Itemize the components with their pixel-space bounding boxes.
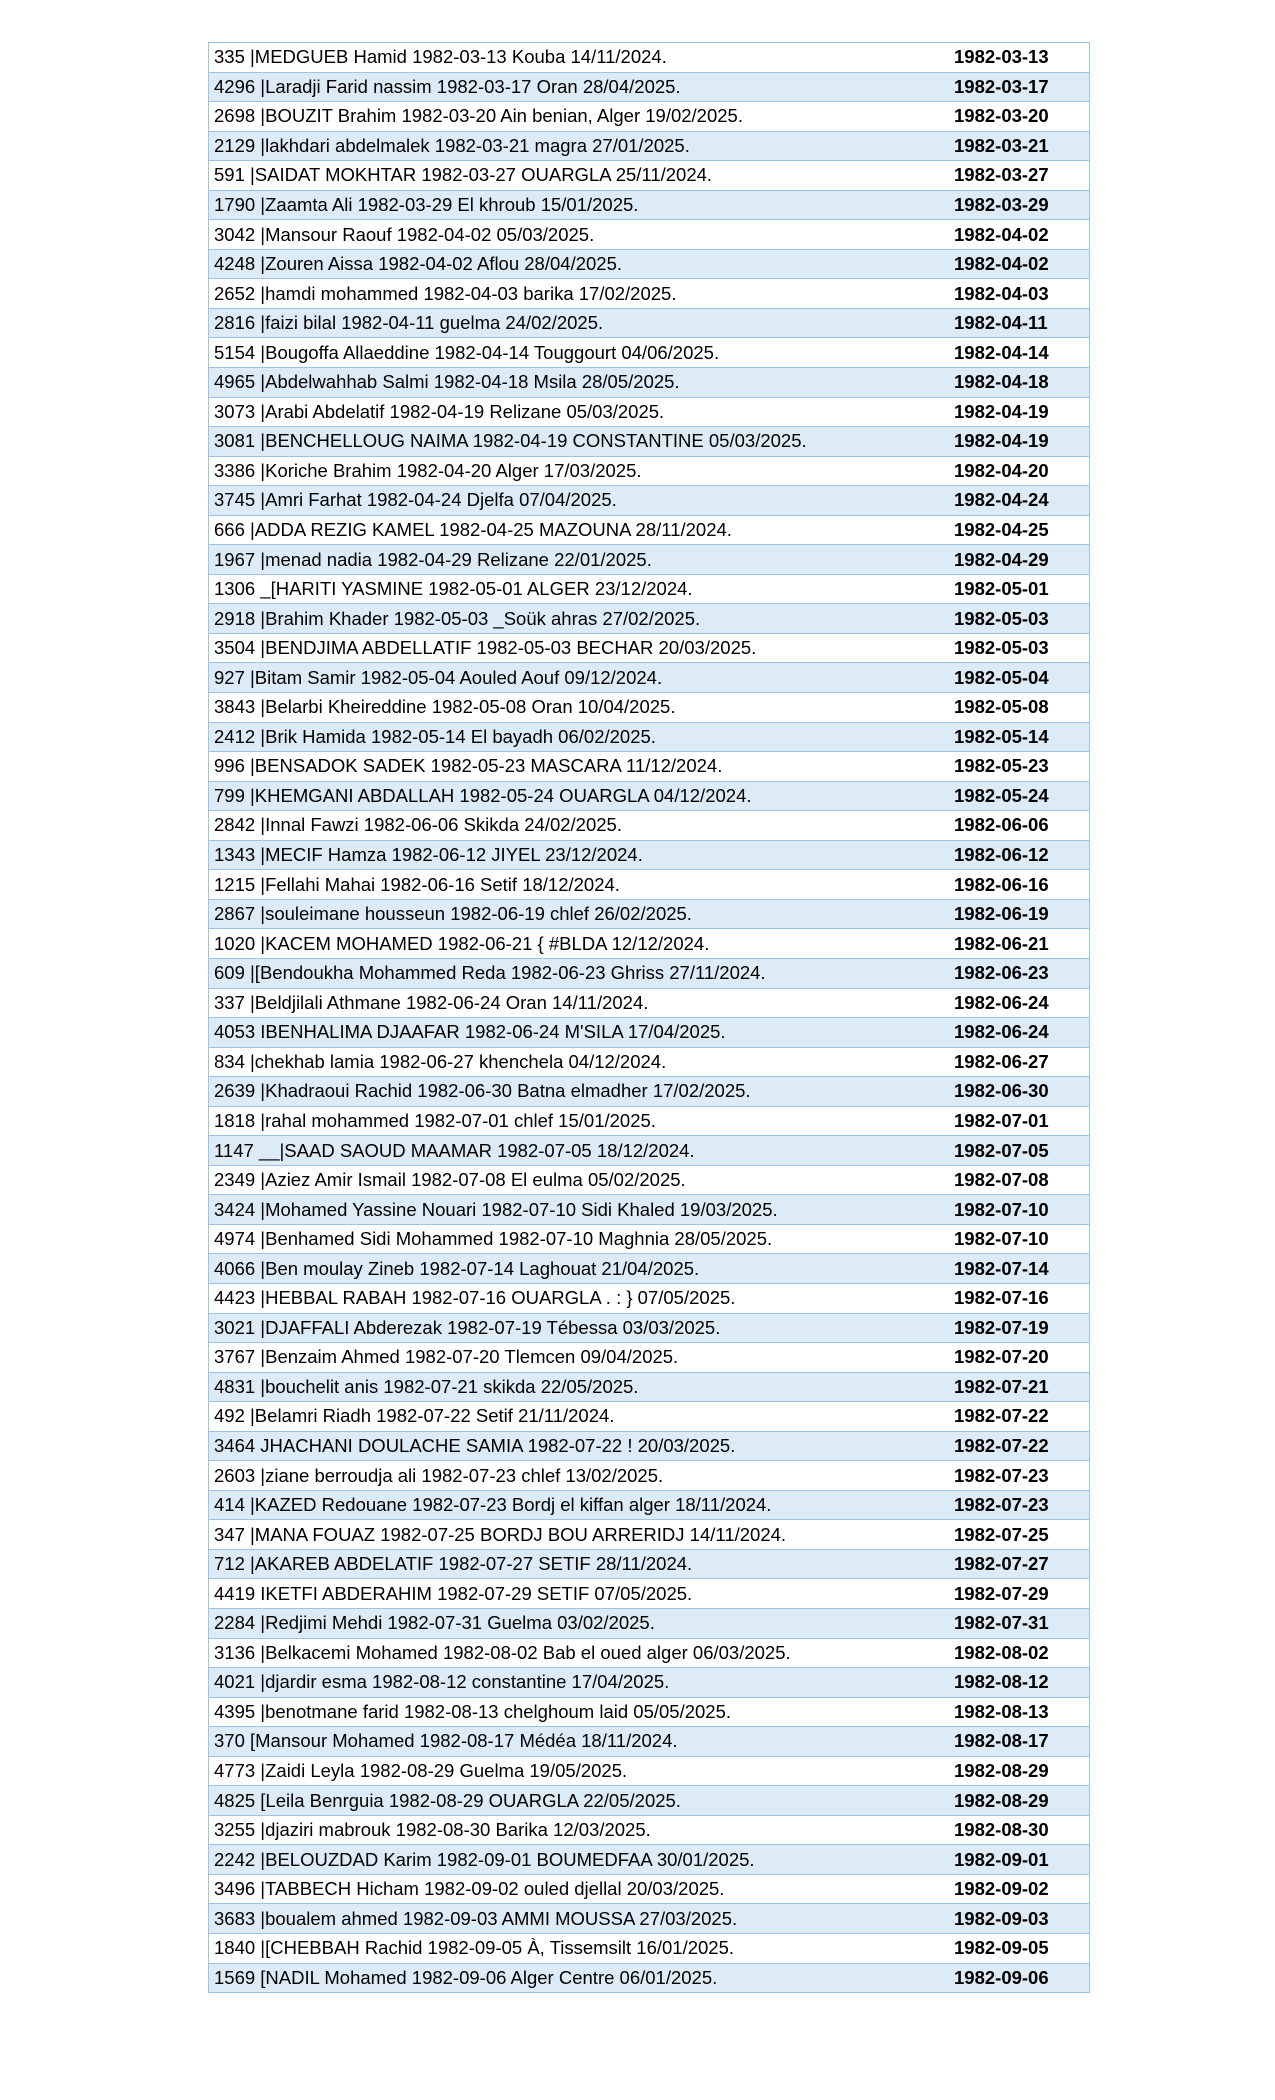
birth-date-cell: 1982-09-03 bbox=[954, 1907, 1049, 1929]
record-entry-cell: 4248 |Zouren Aissa 1982-04-02 Aflou 28/04/2025. bbox=[214, 253, 623, 275]
birth-date-cell: 1982-05-24 bbox=[954, 784, 1049, 806]
table-row bbox=[209, 959, 1089, 989]
record-entry-cell: 2918 |Brahim Khader 1982-05-03 _Soük ahras 27/02/2025. bbox=[214, 607, 701, 629]
birth-date-cell: 1982-04-25 bbox=[954, 519, 1049, 541]
birth-date-cell: 1982-07-14 bbox=[954, 1257, 1049, 1279]
birth-date-cell: 1982-05-23 bbox=[954, 755, 1049, 777]
records-table bbox=[208, 42, 1090, 1993]
birth-date-cell: 1982-04-02 bbox=[954, 223, 1049, 245]
birth-date-cell: 1982-08-02 bbox=[954, 1641, 1049, 1663]
table-row bbox=[209, 545, 1089, 575]
table-row bbox=[209, 1166, 1089, 1196]
table-row bbox=[209, 1757, 1089, 1787]
table-row bbox=[209, 989, 1089, 1019]
table-row bbox=[209, 1550, 1089, 1580]
record-entry-cell: 335 |MEDGUEB Hamid 1982-03-13 Kouba 14/11/2024. bbox=[214, 46, 667, 68]
record-entry-cell: 1215 |Fellahi Mahai 1982-06-16 Setif 18/12/2024. bbox=[214, 873, 620, 895]
table-row bbox=[209, 782, 1089, 812]
table-row bbox=[209, 575, 1089, 605]
birth-date-cell: 1982-06-21 bbox=[954, 932, 1049, 954]
birth-date-cell: 1982-07-19 bbox=[954, 1316, 1049, 1338]
record-entry-cell: 927 |Bitam Samir 1982-05-04 Aouled Aouf 09/12/2024. bbox=[214, 666, 663, 688]
birth-date-cell: 1982-06-12 bbox=[954, 844, 1049, 866]
table-row bbox=[209, 870, 1089, 900]
record-entry-cell: 1967 |menad nadia 1982-04-29 Relizane 22/01/2025. bbox=[214, 548, 652, 570]
table-row bbox=[209, 102, 1089, 132]
birth-date-cell: 1982-04-20 bbox=[954, 459, 1049, 481]
table-row bbox=[209, 1402, 1089, 1432]
birth-date-cell: 1982-08-12 bbox=[954, 1671, 1049, 1693]
record-entry-cell: 2816 |faizi bilal 1982-04-11 guelma 24/02/2025. bbox=[214, 312, 604, 334]
table-row bbox=[209, 1845, 1089, 1875]
table-row bbox=[209, 1639, 1089, 1669]
birth-date-cell: 1982-08-29 bbox=[954, 1759, 1049, 1781]
record-entry-cell: 4053 IBENHALIMA DJAAFAR 1982-06-24 M'SILA 17/04/2025. bbox=[214, 1021, 726, 1043]
table-row bbox=[209, 220, 1089, 250]
record-entry-cell: 492 |Belamri Riadh 1982-07-22 Setif 21/11/2024. bbox=[214, 1405, 615, 1427]
birth-date-cell: 1982-06-24 bbox=[954, 991, 1049, 1013]
table-row bbox=[209, 1225, 1089, 1255]
record-entry-cell: 1147 __|SAAD SAOUD MAAMAR 1982-07-05 18/12/2024. bbox=[214, 1139, 695, 1161]
birth-date-cell: 1982-07-25 bbox=[954, 1523, 1049, 1545]
table-row bbox=[209, 457, 1089, 487]
birth-date-cell: 1982-04-19 bbox=[954, 400, 1049, 422]
birth-date-cell: 1982-05-01 bbox=[954, 578, 1049, 600]
record-entry-cell: 2603 |ziane berroudja ali 1982-07-23 chlef 13/02/2025. bbox=[214, 1464, 664, 1486]
table-row bbox=[209, 486, 1089, 516]
birth-date-cell: 1982-09-06 bbox=[954, 1966, 1049, 1988]
birth-date-cell: 1982-07-29 bbox=[954, 1582, 1049, 1604]
birth-date-cell: 1982-04-29 bbox=[954, 548, 1049, 570]
birth-date-cell: 1982-04-24 bbox=[954, 489, 1049, 511]
table-row bbox=[209, 604, 1089, 634]
record-entry-cell: 1818 |rahal mohammed 1982-07-01 chlef 15/01/2025. bbox=[214, 1109, 656, 1131]
record-entry-cell: 4423 |HEBBAL RABAH 1982-07-16 OUARGLA . : } 07/05/2025. bbox=[214, 1287, 736, 1309]
birth-date-cell: 1982-07-22 bbox=[954, 1434, 1049, 1456]
record-entry-cell: 4419 IKETFI ABDERAHIM 1982-07-29 SETIF 07/05/2025. bbox=[214, 1582, 693, 1604]
record-entry-cell: 2842 |Innal Fawzi 1982-06-06 Skikda 24/02/2025. bbox=[214, 814, 622, 836]
birth-date-cell: 1982-05-08 bbox=[954, 696, 1049, 718]
record-entry-cell: 3504 |BENDJIMA ABDELLATIF 1982-05-03 BECHAR 20/03/2025. bbox=[214, 637, 757, 659]
record-entry-cell: 4974 |Benhamed Sidi Mohammed 1982-07-10 Maghnia 28/05/2025. bbox=[214, 1228, 773, 1250]
birth-date-cell: 1982-09-01 bbox=[954, 1848, 1049, 1870]
table-row bbox=[209, 1904, 1089, 1934]
record-entry-cell: 4296 |Laradji Farid nassim 1982-03-17 Oran 28/04/2025. bbox=[214, 75, 681, 97]
table-row bbox=[209, 752, 1089, 782]
record-entry-cell: 2412 |Brik Hamida 1982-05-14 El bayadh 06/02/2025. bbox=[214, 725, 656, 747]
table-row bbox=[209, 1136, 1089, 1166]
table-row bbox=[209, 279, 1089, 309]
record-entry-cell: 609 |[Bendoukha Mohammed Reda 1982-06-23 Ghriss 27/11/2024. bbox=[214, 962, 766, 984]
birth-date-cell: 1982-06-27 bbox=[954, 1050, 1049, 1072]
birth-date-cell: 1982-03-20 bbox=[954, 105, 1049, 127]
birth-date-cell: 1982-08-29 bbox=[954, 1789, 1049, 1811]
record-entry-cell: 347 |MANA FOUAZ 1982-07-25 BORDJ BOU ARRERIDJ 14/11/2024. bbox=[214, 1523, 787, 1545]
table-row bbox=[209, 1077, 1089, 1107]
record-entry-cell: 5154 |Bougoffa Allaeddine 1982-04-14 Touggourt 04/06/2025. bbox=[214, 341, 720, 363]
birth-date-cell: 1982-06-24 bbox=[954, 1021, 1049, 1043]
record-entry-cell: 1306 _[HARITI YASMINE 1982-05-01 ALGER 23/12/2024. bbox=[214, 578, 693, 600]
record-entry-cell: 1569 [NADIL Mohamed 1982-09-06 Alger Centre 06/01/2025. bbox=[214, 1966, 718, 1988]
birth-date-cell: 1982-09-02 bbox=[954, 1878, 1049, 1900]
birth-date-cell: 1982-05-04 bbox=[954, 666, 1049, 688]
table-row bbox=[209, 1461, 1089, 1491]
record-entry-cell: 4773 |Zaidi Leyla 1982-08-29 Guelma 19/05/2025. bbox=[214, 1759, 628, 1781]
table-row bbox=[209, 1727, 1089, 1757]
table-row bbox=[209, 1284, 1089, 1314]
record-entry-cell: 1343 |MECIF Hamza 1982-06-12 JIYEL 23/12/2024. bbox=[214, 844, 643, 866]
table-row bbox=[209, 516, 1089, 546]
birth-date-cell: 1982-03-27 bbox=[954, 164, 1049, 186]
table-row bbox=[209, 191, 1089, 221]
table-row bbox=[209, 1048, 1089, 1078]
birth-date-cell: 1982-07-21 bbox=[954, 1375, 1049, 1397]
record-entry-cell: 2698 |BOUZIT Brahim 1982-03-20 Ain benian, Alger 19/02/2025. bbox=[214, 105, 743, 127]
table-row bbox=[209, 723, 1089, 753]
table-row bbox=[209, 693, 1089, 723]
record-entry-cell: 3255 |djaziri mabrouk 1982-08-30 Barika 12/03/2025. bbox=[214, 1819, 651, 1841]
birth-date-cell: 1982-04-18 bbox=[954, 371, 1049, 393]
birth-date-cell: 1982-07-31 bbox=[954, 1612, 1049, 1634]
record-entry-cell: 1790 |Zaamta Ali 1982-03-29 El khroub 15/01/2025. bbox=[214, 194, 639, 215]
table-row bbox=[209, 1373, 1089, 1403]
birth-date-cell: 1982-04-11 bbox=[954, 312, 1048, 334]
table-row bbox=[209, 338, 1089, 368]
birth-date-cell: 1982-05-14 bbox=[954, 725, 1049, 747]
record-entry-cell: 2639 |Khadraoui Rachid 1982-06-30 Batna elmadher 17/02/2025. bbox=[214, 1080, 751, 1102]
table-row bbox=[209, 309, 1089, 339]
birth-date-cell: 1982-06-19 bbox=[954, 903, 1049, 925]
table-row bbox=[209, 73, 1089, 103]
table-row bbox=[209, 132, 1089, 162]
table-row bbox=[209, 1195, 1089, 1225]
table-row bbox=[209, 427, 1089, 457]
record-entry-cell: 4831 |bouchelit anis 1982-07-21 skikda 22/05/2025. bbox=[214, 1375, 639, 1397]
birth-date-cell: 1982-04-03 bbox=[954, 282, 1049, 304]
record-entry-cell: 4825 [Leila Benrguia 1982-08-29 OUARGLA 22/05/2025. bbox=[214, 1789, 681, 1811]
record-entry-cell: 2349 |Aziez Amir Ismail 1982-07-08 El eulma 05/02/2025. bbox=[214, 1169, 686, 1191]
birth-date-cell: 1982-07-05 bbox=[954, 1139, 1049, 1161]
table-row bbox=[209, 1698, 1089, 1728]
table-row bbox=[209, 1786, 1089, 1816]
birth-date-cell: 1982-07-22 bbox=[954, 1405, 1049, 1427]
record-entry-cell: 3073 |Arabi Abdelatif 1982-04-19 Relizane 05/03/2025. bbox=[214, 400, 665, 422]
table-row bbox=[209, 1343, 1089, 1373]
birth-date-cell: 1982-08-30 bbox=[954, 1819, 1049, 1841]
birth-date-cell: 1982-04-14 bbox=[954, 341, 1049, 363]
table-row bbox=[209, 1875, 1089, 1905]
table-row bbox=[209, 1668, 1089, 1698]
record-entry-cell: 4965 |Abdelwahhab Salmi 1982-04-18 Msila 28/05/2025. bbox=[214, 371, 680, 393]
record-entry-cell: 337 |Beldjilali Athmane 1982-06-24 Oran 14/11/2024. bbox=[214, 991, 649, 1013]
record-entry-cell: 2242 |BELOUZDAD Karim 1982-09-01 BOUMEDFAA 30/01/2025. bbox=[214, 1848, 755, 1870]
table-row bbox=[209, 1579, 1089, 1609]
record-entry-cell: 3767 |Benzaim Ahmed 1982-07-20 Tlemcen 09/04/2025. bbox=[214, 1346, 679, 1368]
table-row bbox=[209, 1254, 1089, 1284]
birth-date-cell: 1982-06-23 bbox=[954, 962, 1049, 984]
table-row bbox=[209, 43, 1089, 73]
birth-date-cell: 1982-07-08 bbox=[954, 1169, 1049, 1191]
record-entry-cell: 3424 |Mohamed Yassine Nouari 1982-07-10 Sidi Khaled 19/03/2025. bbox=[214, 1198, 778, 1220]
birth-date-cell: 1982-07-10 bbox=[954, 1228, 1049, 1250]
record-entry-cell: 591 |SAIDAT MOKHTAR 1982-03-27 OUARGLA 25/11/2024. bbox=[214, 164, 713, 186]
birth-date-cell: 1982-03-13 bbox=[954, 46, 1049, 68]
record-entry-cell: 4395 |benotmane farid 1982-08-13 chelghoum laid 05/05/2025. bbox=[214, 1700, 732, 1722]
table-row bbox=[209, 929, 1089, 959]
birth-date-cell: 1982-04-02 bbox=[954, 253, 1049, 275]
table-row bbox=[209, 634, 1089, 664]
record-entry-cell: 3496 |TABBECH Hicham 1982-09-02 ouled djellal 20/03/2025. bbox=[214, 1878, 725, 1900]
table-row bbox=[209, 161, 1089, 191]
record-entry-cell: 3021 |DJAFFALI Abderezak 1982-07-19 Tébessa 03/03/2025. bbox=[214, 1316, 721, 1338]
birth-date-cell: 1982-03-17 bbox=[954, 75, 1049, 97]
record-entry-cell: 3386 |Koriche Brahim 1982-04-20 Alger 17/03/2025. bbox=[214, 459, 642, 481]
birth-date-cell: 1982-03-21 bbox=[954, 134, 1049, 156]
birth-date-cell: 1982-05-03 bbox=[954, 637, 1049, 659]
table-row bbox=[209, 1964, 1089, 1994]
record-entry-cell: 3843 |Belarbi Kheireddine 1982-05-08 Oran 10/04/2025. bbox=[214, 696, 676, 718]
table-row bbox=[209, 250, 1089, 280]
table-row bbox=[209, 1107, 1089, 1137]
birth-date-cell: 1982-06-06 bbox=[954, 814, 1049, 836]
table-row bbox=[209, 663, 1089, 693]
record-entry-cell: 2652 |hamdi mohammed 1982-04-03 barika 17/02/2025. bbox=[214, 282, 677, 304]
birth-date-cell: 1982-06-16 bbox=[954, 873, 1049, 895]
record-entry-cell: 414 |KAZED Redouane 1982-07-23 Bordj el kiffan alger 18/11/2024. bbox=[214, 1494, 772, 1516]
birth-date-cell: 1982-08-17 bbox=[954, 1730, 1049, 1752]
record-entry-cell: 666 |ADDA REZIG KAMEL 1982-04-25 MAZOUNA 28/11/2024. bbox=[214, 519, 732, 541]
record-entry-cell: 1020 |KACEM MOHAMED 1982-06-21 { #BLDA 12/12/2024. bbox=[214, 932, 710, 954]
table-row bbox=[209, 1432, 1089, 1462]
table-row bbox=[209, 900, 1089, 930]
birth-date-cell: 1982-07-23 bbox=[954, 1494, 1049, 1516]
birth-date-cell: 1982-07-16 bbox=[954, 1287, 1049, 1309]
table-row bbox=[209, 1609, 1089, 1639]
table-row bbox=[209, 398, 1089, 428]
record-entry-cell: 2867 |souleimane housseun 1982-06-19 chlef 26/02/2025. bbox=[214, 903, 692, 925]
record-entry-cell: 834 |chekhab lamia 1982-06-27 khenchela 04/12/2024. bbox=[214, 1050, 667, 1072]
record-entry-cell: 4066 |Ben moulay Zineb 1982-07-14 Laghouat 21/04/2025. bbox=[214, 1257, 700, 1279]
birth-date-cell: 1982-07-10 bbox=[954, 1198, 1049, 1220]
table-row bbox=[209, 368, 1089, 398]
record-entry-cell: 2284 |Redjimi Mehdi 1982-07-31 Guelma 03/02/2025. bbox=[214, 1612, 655, 1634]
birth-date-cell: 1982-08-13 bbox=[954, 1700, 1049, 1722]
record-entry-cell: 370 [Mansour Mohamed 1982-08-17 Médéa 18/11/2024. bbox=[214, 1730, 678, 1752]
table-row bbox=[209, 1018, 1089, 1048]
record-entry-cell: 712 |AKAREB ABDELATIF 1982-07-27 SETIF 28/11/2024. bbox=[214, 1553, 693, 1575]
record-entry-cell: 3136 |Belkacemi Mohamed 1982-08-02 Bab el oued alger 06/03/2025. bbox=[214, 1641, 791, 1663]
birth-date-cell: 1982-04-19 bbox=[954, 430, 1049, 452]
table-row bbox=[209, 1934, 1089, 1964]
table-row bbox=[209, 1816, 1089, 1846]
birth-date-cell: 1982-07-27 bbox=[954, 1553, 1049, 1575]
record-entry-cell: 799 |KHEMGANI ABDALLAH 1982-05-24 OUARGLA 04/12/2024. bbox=[214, 784, 752, 806]
table-row bbox=[209, 1520, 1089, 1550]
birth-date-cell: 1982-05-03 bbox=[954, 607, 1049, 629]
table-row bbox=[209, 1314, 1089, 1344]
record-entry-cell: 3081 |BENCHELLOUG NAIMA 1982-04-19 CONSTANTINE 05/03/2025. bbox=[214, 430, 807, 452]
record-entry-cell: 4021 |djardir esma 1982-08-12 constantine 17/04/2025. bbox=[214, 1671, 670, 1693]
table-row bbox=[209, 841, 1089, 871]
record-entry-cell: 3464 JHACHANI DOULACHE SAMIA 1982-07-22 ! 20/03/2025. bbox=[214, 1434, 736, 1456]
birth-date-cell: 1982-07-01 bbox=[954, 1109, 1049, 1131]
birth-date-cell: 1982-09-05 bbox=[954, 1937, 1049, 1959]
record-entry-cell: 996 |BENSADOK SADEK 1982-05-23 MASCARA 11/12/2024. bbox=[214, 755, 723, 777]
record-entry-cell: 1840 |[CHEBBAH Rachid 1982-09-05 À, Tissemsilt 16/01/2025. bbox=[214, 1937, 735, 1959]
record-entry-cell: 3042 |Mansour Raouf 1982-04-02 05/03/2025. bbox=[214, 223, 595, 245]
birth-date-cell: 1982-07-23 bbox=[954, 1464, 1049, 1486]
birth-date-cell: 1982-03-29 bbox=[954, 194, 1049, 215]
birth-date-cell: 1982-07-20 bbox=[954, 1346, 1049, 1368]
table-row bbox=[209, 1491, 1089, 1521]
record-entry-cell: 3683 |boualem ahmed 1982-09-03 AMMI MOUSSA 27/03/2025. bbox=[214, 1907, 738, 1929]
table-row bbox=[209, 811, 1089, 841]
record-entry-cell: 2129 |lakhdari abdelmalek 1982-03-21 magra 27/01/2025. bbox=[214, 134, 690, 156]
birth-date-cell: 1982-06-30 bbox=[954, 1080, 1049, 1102]
record-entry-cell: 3745 |Amri Farhat 1982-04-24 Djelfa 07/04/2025. bbox=[214, 489, 617, 511]
